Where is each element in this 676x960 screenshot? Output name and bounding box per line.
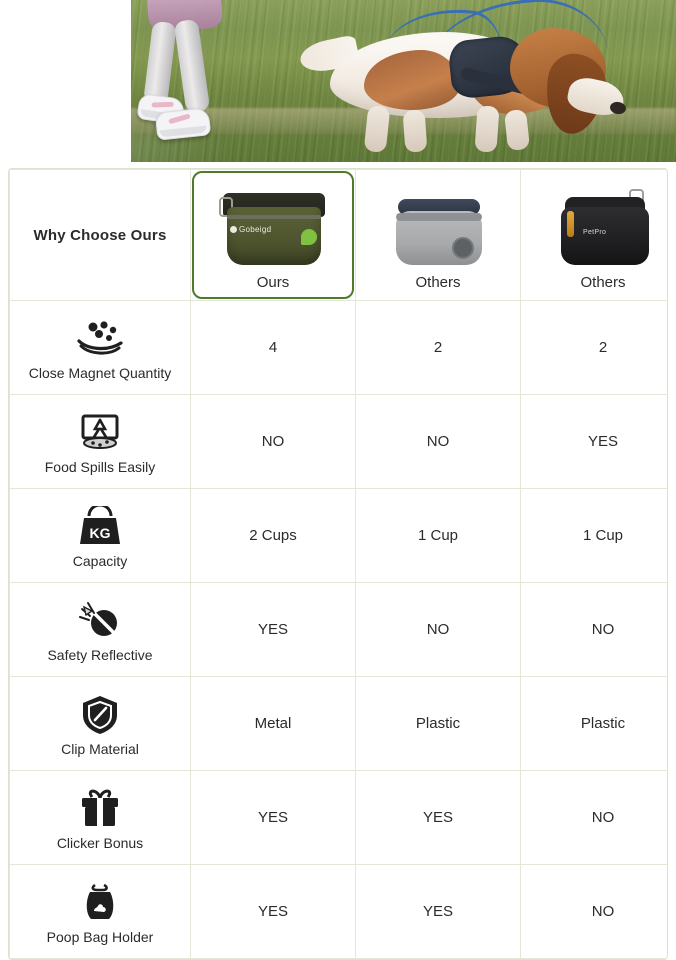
dog-leg xyxy=(474,105,499,152)
feature-label: Capacity xyxy=(72,552,128,569)
feature-cell xyxy=(10,489,191,583)
child-walking xyxy=(128,0,238,150)
value-cell-others-1: Plastic xyxy=(356,677,521,771)
bag-band xyxy=(396,213,482,221)
feature-label: Food Spills Easily xyxy=(44,458,156,475)
page-title: Why Choose Ours xyxy=(33,226,167,244)
hero-left-margin xyxy=(0,0,131,162)
value-cell-others-2: NO xyxy=(521,865,669,959)
product-image-others-black xyxy=(543,185,663,271)
value-cell-others-1: YES xyxy=(356,771,521,865)
shoe-sole xyxy=(160,126,207,138)
header-column-others-2 xyxy=(521,170,669,301)
brand-logo-text: PetPro xyxy=(583,229,607,236)
value-cell-others-1: NO xyxy=(356,583,521,677)
header-column-others-1 xyxy=(356,170,521,301)
svg-text:KG: KG xyxy=(89,524,111,541)
feature-label: Clicker Bonus xyxy=(56,834,144,851)
gift-icon xyxy=(72,786,128,832)
value-cell-others-2: NO xyxy=(521,771,669,865)
table-row xyxy=(10,301,669,395)
table-row xyxy=(10,771,669,865)
value-cell-ours: YES xyxy=(191,865,356,959)
column-label-others-1: Others xyxy=(415,274,461,291)
value-cell-others-2: Plastic xyxy=(521,677,669,771)
feature-label: Clip Material xyxy=(61,740,139,757)
feature-cell xyxy=(10,677,191,771)
value-cell-ours: Metal xyxy=(191,677,356,771)
value-cell-others-1: 2 xyxy=(356,301,521,395)
table-row xyxy=(10,489,669,583)
bag-body xyxy=(561,207,649,265)
poop-bag-icon xyxy=(72,880,128,926)
value-cell-others-1: YES xyxy=(356,865,521,959)
value-cell-others-2: YES xyxy=(521,395,669,489)
table-row xyxy=(10,677,669,771)
feature-label: Close Magnet Quantity xyxy=(28,364,172,381)
dog-leg xyxy=(364,105,391,153)
value-cell-others-2: NO xyxy=(521,583,669,677)
value-cell-others-1: NO xyxy=(356,395,521,489)
header-title-cell xyxy=(10,170,191,301)
magnet-dots-icon xyxy=(72,316,128,362)
dog xyxy=(300,14,630,159)
product-image-others-grey xyxy=(378,185,498,271)
feature-cell xyxy=(10,583,191,677)
column-label-ours: Ours xyxy=(256,274,290,291)
hero-photo xyxy=(0,0,676,162)
value-cell-ours: NO xyxy=(191,395,356,489)
shoe-front xyxy=(155,107,212,140)
comparison-table xyxy=(8,168,668,960)
value-cell-others-2: 1 Cup xyxy=(521,489,669,583)
bag-knob xyxy=(452,237,474,259)
product-image-ours xyxy=(213,185,333,271)
shield-icon xyxy=(72,692,128,738)
reflective-icon xyxy=(72,598,128,644)
value-cell-ours: 2 Cups xyxy=(191,489,356,583)
dog-leg xyxy=(403,109,428,152)
feature-cell xyxy=(10,301,191,395)
kg-weight-icon xyxy=(72,504,128,550)
value-cell-ours: YES xyxy=(191,583,356,677)
value-cell-others-1: 1 Cup xyxy=(356,489,521,583)
value-cell-ours: YES xyxy=(191,771,356,865)
column-label-others-2: Others xyxy=(580,274,626,291)
bag-tassel xyxy=(567,211,574,237)
dog-leg xyxy=(504,109,530,151)
shoe-lace xyxy=(152,102,174,108)
spilling-food-icon xyxy=(72,410,128,456)
poop-bag-dispenser-icon xyxy=(301,229,317,245)
leg-back xyxy=(143,21,177,105)
feature-cell xyxy=(10,771,191,865)
dog-patch xyxy=(364,50,460,110)
leg-front xyxy=(174,19,211,113)
feature-label: Safety Reflective xyxy=(47,646,153,663)
table-header-row xyxy=(10,170,669,301)
value-cell-ours: 4 xyxy=(191,301,356,395)
feature-label: Poop Bag Holder xyxy=(46,928,154,945)
header-column-ours xyxy=(191,170,356,301)
brand-logo-text: Gobeigd xyxy=(239,225,272,234)
shoe-lace xyxy=(168,113,191,124)
bag-zipper xyxy=(227,215,321,219)
table-row xyxy=(10,583,669,677)
value-cell-others-2: 2 xyxy=(521,301,669,395)
table-row xyxy=(10,395,669,489)
feature-cell xyxy=(10,395,191,489)
